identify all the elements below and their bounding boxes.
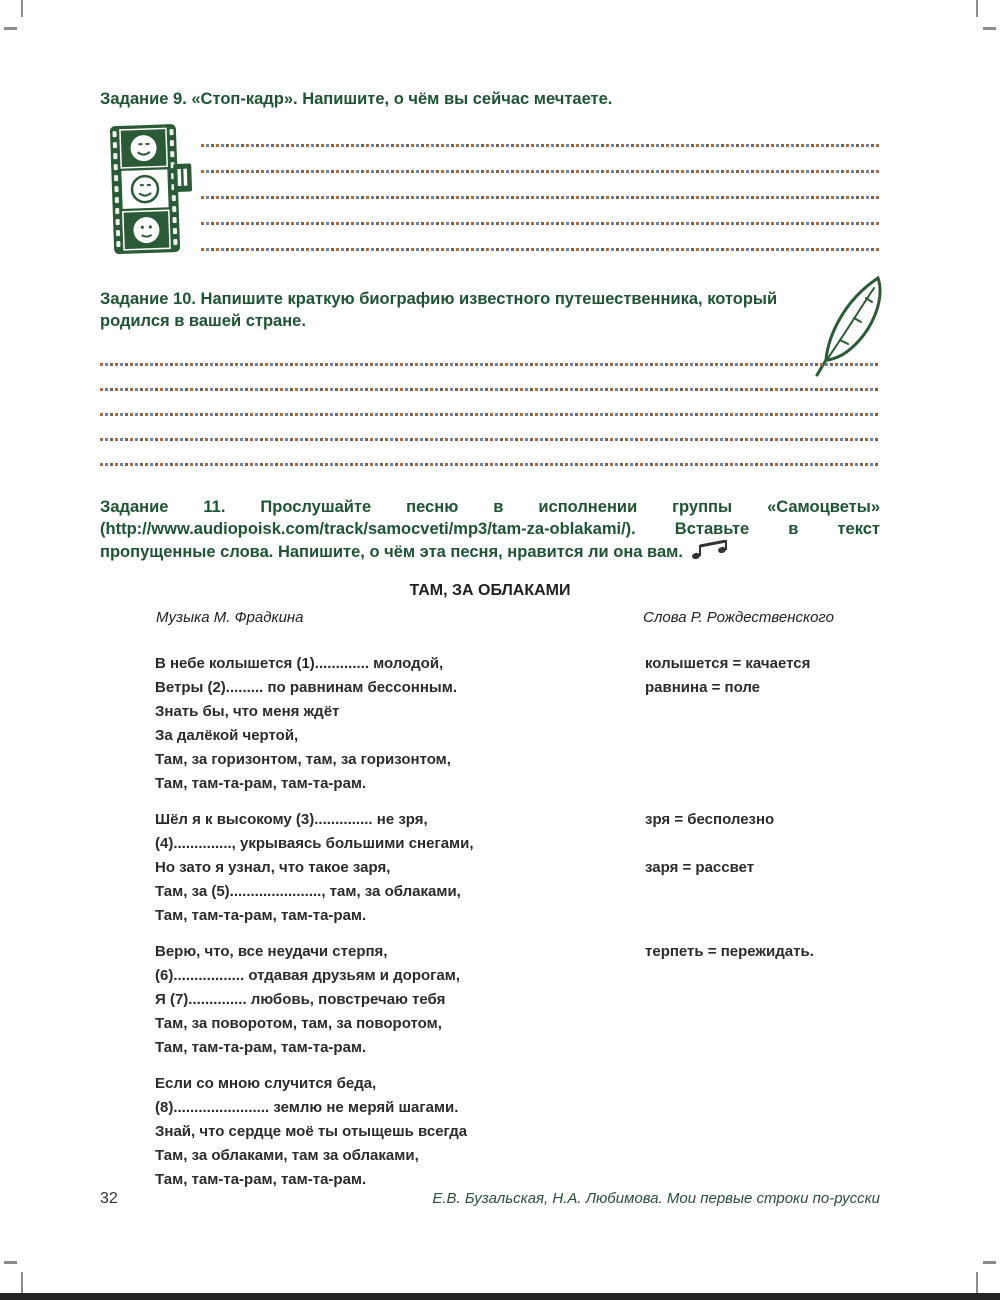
page-footer [100,1190,880,1208]
lyric-line: Шёл я к высокому (3).............. не зря, [155,811,428,828]
lyric-line: Там, там-та-рам, там-та-рам. [155,775,367,792]
crop-mark-top-left-v [21,0,23,17]
lyric-line: Там, за (5)......................, там, за облаками, [155,883,461,900]
lyric-line: Там, за горизонтом, там, за горизонтом, [155,751,451,768]
task-10-writing-lines[interactable] [100,343,880,468]
crop-mark-bottom-left-v [21,1272,23,1294]
writing-line[interactable] [201,201,880,227]
writing-line[interactable] [100,418,880,443]
vocab-gloss: колышется = качается [645,655,811,672]
stanza-4 [155,1072,880,1192]
page-number: 32 [100,1190,118,1207]
lyric-line: Верю, что, все неудачи стерпя, [155,943,388,960]
writing-line[interactable] [100,443,880,468]
running-title: Е.В. Бузальская, Н.А. Любимова. Мои первые строки по-русски [432,1190,880,1207]
lyric-line: (4).............., укрываясь большими снегами, [155,835,474,852]
song-title: ТАМ, ЗА ОБЛАКАМИ [409,582,571,599]
task-9-heading: Задание 9. «Стоп-кадр». Напишите, о чём вы сейчас мечтаете. [100,90,613,108]
task-11-heading-text: Задание 11. Прослушайте песню в исполнении группы «Самоцветы» (http://www.audiopoisk.com/track/samocveti/mp3/tam-za-oblakami/). Вставьте в текст пропущенные слова. Напишите, о чём эта песня, нравится ли она вам. [100,498,880,561]
writing-line[interactable] [201,149,880,175]
crop-mark-top-right-h [983,27,996,30]
writing-line[interactable] [201,123,880,149]
crop-mark-bottom-right-v [976,1272,978,1294]
lyric-line: Там, там-та-рам, там-та-рам. [155,1039,367,1056]
writing-line[interactable] [201,175,880,201]
music-credit: Музыка М. Фрадкина [156,609,304,626]
vocab-gloss: равнина = поле [645,679,761,696]
lyric-line: (8)....................... землю не меряй шагами. [155,1099,459,1116]
lyric-line: Если со мною случится беда, [155,1075,377,1092]
lyric-line: Ветры (2)......... по равнинам бессонным. [155,679,457,696]
task-10-heading: Задание 10. Напишите краткую биографию известного путешественника, который родился в вашей стране. [100,290,778,330]
writing-line[interactable] [100,393,880,418]
crop-mark-top-left-h [4,27,17,30]
crop-mark-top-right-v [976,0,978,17]
lyric-line: Там, за облаками, там за облаками, [155,1147,419,1164]
vocab-gloss: зря = бесполезно [645,811,775,828]
crop-mark-bottom-right-h [983,1261,996,1264]
stanza-1 [155,652,880,796]
lyric-line: Я (7).............. любовь, повстречаю тебя [155,991,446,1008]
lyrics-credit: Слова Р. Рождественского [643,609,834,626]
filmstrip-icon [100,123,199,260]
lyric-line: Знать бы, что меня ждёт [155,703,340,720]
lyric-line: Там, там-та-рам, там-та-рам. [155,1171,367,1188]
lyric-line: В небе колышется (1)............. молодой, [155,655,444,672]
music-notes-icon [689,540,731,566]
task-9 [100,88,880,260]
crop-mark-bottom-left-h [4,1261,17,1264]
task-11-heading [100,496,880,566]
stanza-3 [155,940,880,1060]
writing-line[interactable] [100,343,880,368]
lyric-line: Там, там-та-рам, там-та-рам. [155,907,367,924]
lyric-line: Но зато я узнал, что такое заря, [155,859,391,876]
task-9-writing-lines[interactable] [201,123,880,260]
vocab-gloss: терпеть = пережидать. [645,943,814,960]
task-10 [100,288,880,468]
lyric-line: За далёкой чертой, [155,727,299,744]
writing-line[interactable] [201,227,880,253]
lyric-line: Знай, что сердце моё ты отыщешь всегда [155,1123,468,1140]
task-11 [100,496,880,1204]
page-edge-bar [0,1293,1000,1300]
song-credits [100,602,880,628]
vocab-gloss: заря = рассвет [645,859,755,876]
lyric-line: Там, за поворотом, там, за поворотом, [155,1015,442,1032]
song-lyrics [100,652,880,1192]
lyric-line: (6)................. отдавая друзьям и дорогам, [155,967,461,984]
writing-line[interactable] [100,368,880,393]
stanza-2 [155,808,880,928]
